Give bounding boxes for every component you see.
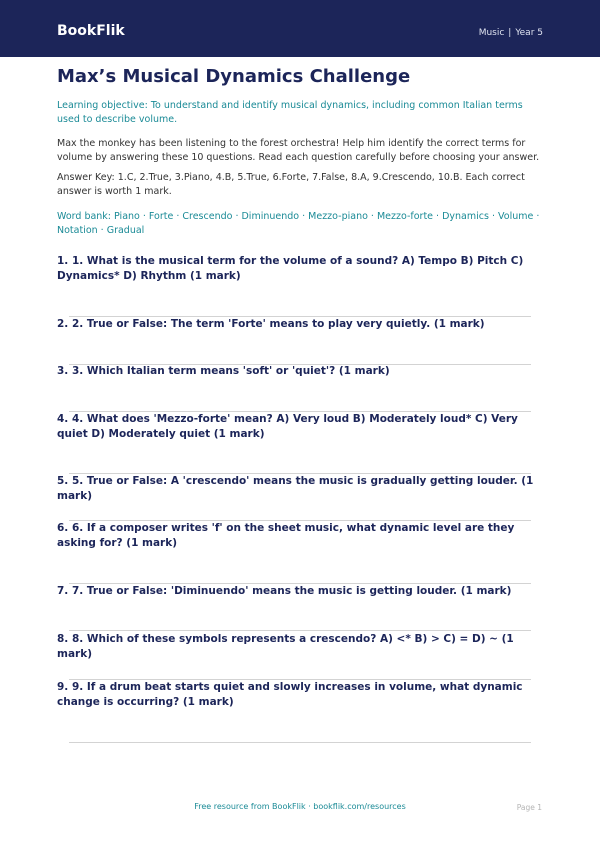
question-3: 3. 3. Which Italian term means 'soft' or 'quiet'? (1 mark) bbox=[57, 365, 390, 377]
question-8: 8. 8. Which of these symbols represents a crescendo? A) <* B) > C) = D) ~ (1 mark) bbox=[57, 633, 514, 660]
year-label: Year 5 bbox=[515, 28, 543, 38]
question-1: 1. 1. What is the musical term for the volume of a sound? A) Tempo B) Pitch C) Dynamics* D) Rhythm (1 mark) bbox=[57, 255, 524, 282]
word-bank: Word bank: Piano · Forte · Crescendo · Diminuendo · Mezzo-piano · Mezzo-forte · Dynamics · Volume · Notation · Gradual bbox=[57, 211, 540, 236]
page-number: Page 1 bbox=[516, 803, 542, 812]
subject-label: Music bbox=[478, 28, 505, 38]
answer-key: Answer Key: 1.C, 2.True, 3.Piano, 4.B, 5.True, 6.Forte, 7.False, 8.A, 9.Crescendo, 10.B. Each correct answer is worth 1 mark. bbox=[57, 172, 525, 197]
instructions: Max the monkey has been listening to the forest orchestra! Help him identify the correct terms for volume by answering these 10 questions. Read each question carefully before choosing your answer. bbox=[57, 138, 540, 163]
answer-line[interactable] bbox=[69, 742, 531, 743]
answer-line[interactable] bbox=[69, 630, 531, 631]
question-9: 9. 9. If a drum beat starts quiet and slowly increases in volume, what dynamic change is occurring? (1 mark) bbox=[57, 681, 523, 708]
question-7: 7. 7. True or False: 'Diminuendo' means the music is getting louder. (1 mark) bbox=[57, 585, 512, 597]
question-2: 2. 2. True or False: The term 'Forte' means to play very quietly. (1 mark) bbox=[57, 318, 485, 330]
page-title: Max’s Musical Dynamics Challenge bbox=[57, 66, 411, 87]
header-separator: | bbox=[508, 28, 512, 38]
question-4: 4. 4. What does 'Mezzo-forte' mean? A) Very loud B) Moderately loud* C) Very quiet D) Moderately quiet (1 mark) bbox=[57, 413, 518, 440]
learning-objective: Learning objective: To understand and identify musical dynamics, including common Italian terms used to describe volume. bbox=[57, 100, 523, 125]
brand-logo[interactable]: BookFlik bbox=[57, 23, 125, 39]
question-5: 5. 5. True or False: A 'crescendo' means the music is gradually getting louder. (1 mark) bbox=[57, 475, 534, 502]
page-header bbox=[0, 0, 600, 57]
footer-credit[interactable]: Free resource from BookFlik · bookflik.com/resources bbox=[194, 802, 406, 811]
header-meta bbox=[479, 27, 543, 39]
question-6: 6. 6. If a composer writes 'f' on the sheet music, what dynamic level are they asking for? (1 mark) bbox=[57, 522, 515, 549]
